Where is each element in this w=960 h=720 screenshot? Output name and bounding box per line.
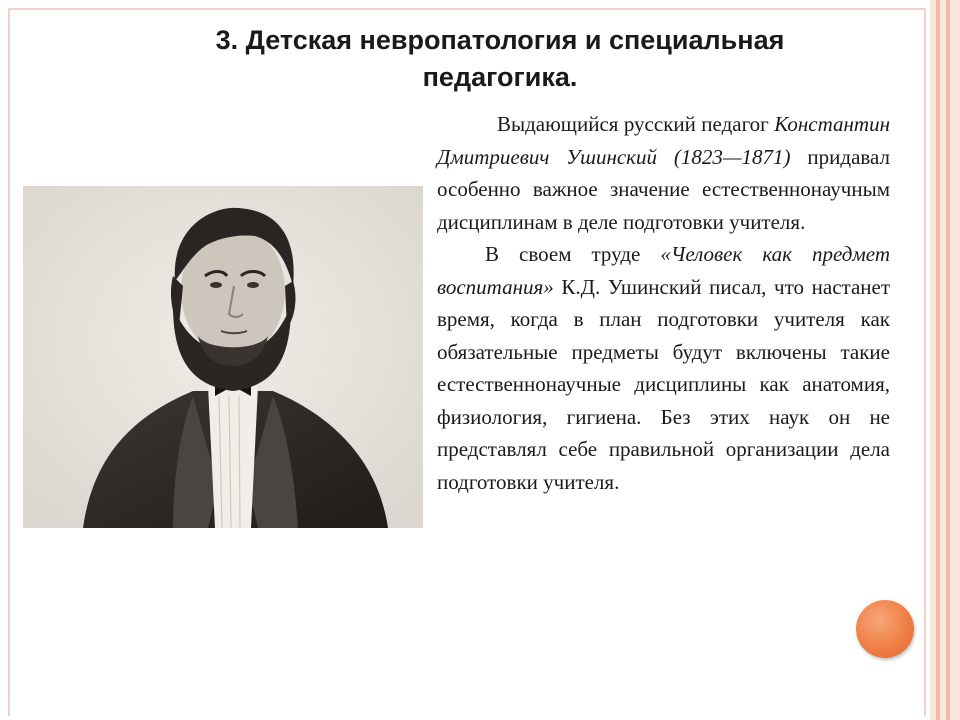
paragraph-1-rest: придавал особенно важное значение естественнонаучным дисциплинам в деле подготовки учителя. [437,144,891,234]
paragraph-1-intro: Выдающийся русский педагог [497,112,769,136]
person-name: Константин Дмитриевич Ушинский [437,112,890,169]
slide-title [60,22,940,96]
title-line-1: 3. Детская невропатология и специальная [215,25,785,55]
paragraph-2-rest: К.Д. Ушинский писал, что настанет время, когда в план подготовки учителя как обязательные предметы будут включены такие естественнонаучные дисциплины как анатомия, физиология, гигиена. Без этих наук он не представлял себе правильной организации дела подготовки учителя. [437,274,891,494]
paragraph-2-intro: В своем труде [485,242,641,266]
person-years: (1823—1871) [673,144,791,169]
body-text [437,108,890,498]
title-line-2: педагогика. [422,62,578,92]
orange-circle-decoration [856,600,914,658]
paragraph-2 [437,238,890,498]
portrait-image [23,186,423,528]
paragraph-1 [437,108,890,238]
work-title: «Человек как предмет воспитания» [437,242,890,299]
decorative-stripes [930,0,960,720]
